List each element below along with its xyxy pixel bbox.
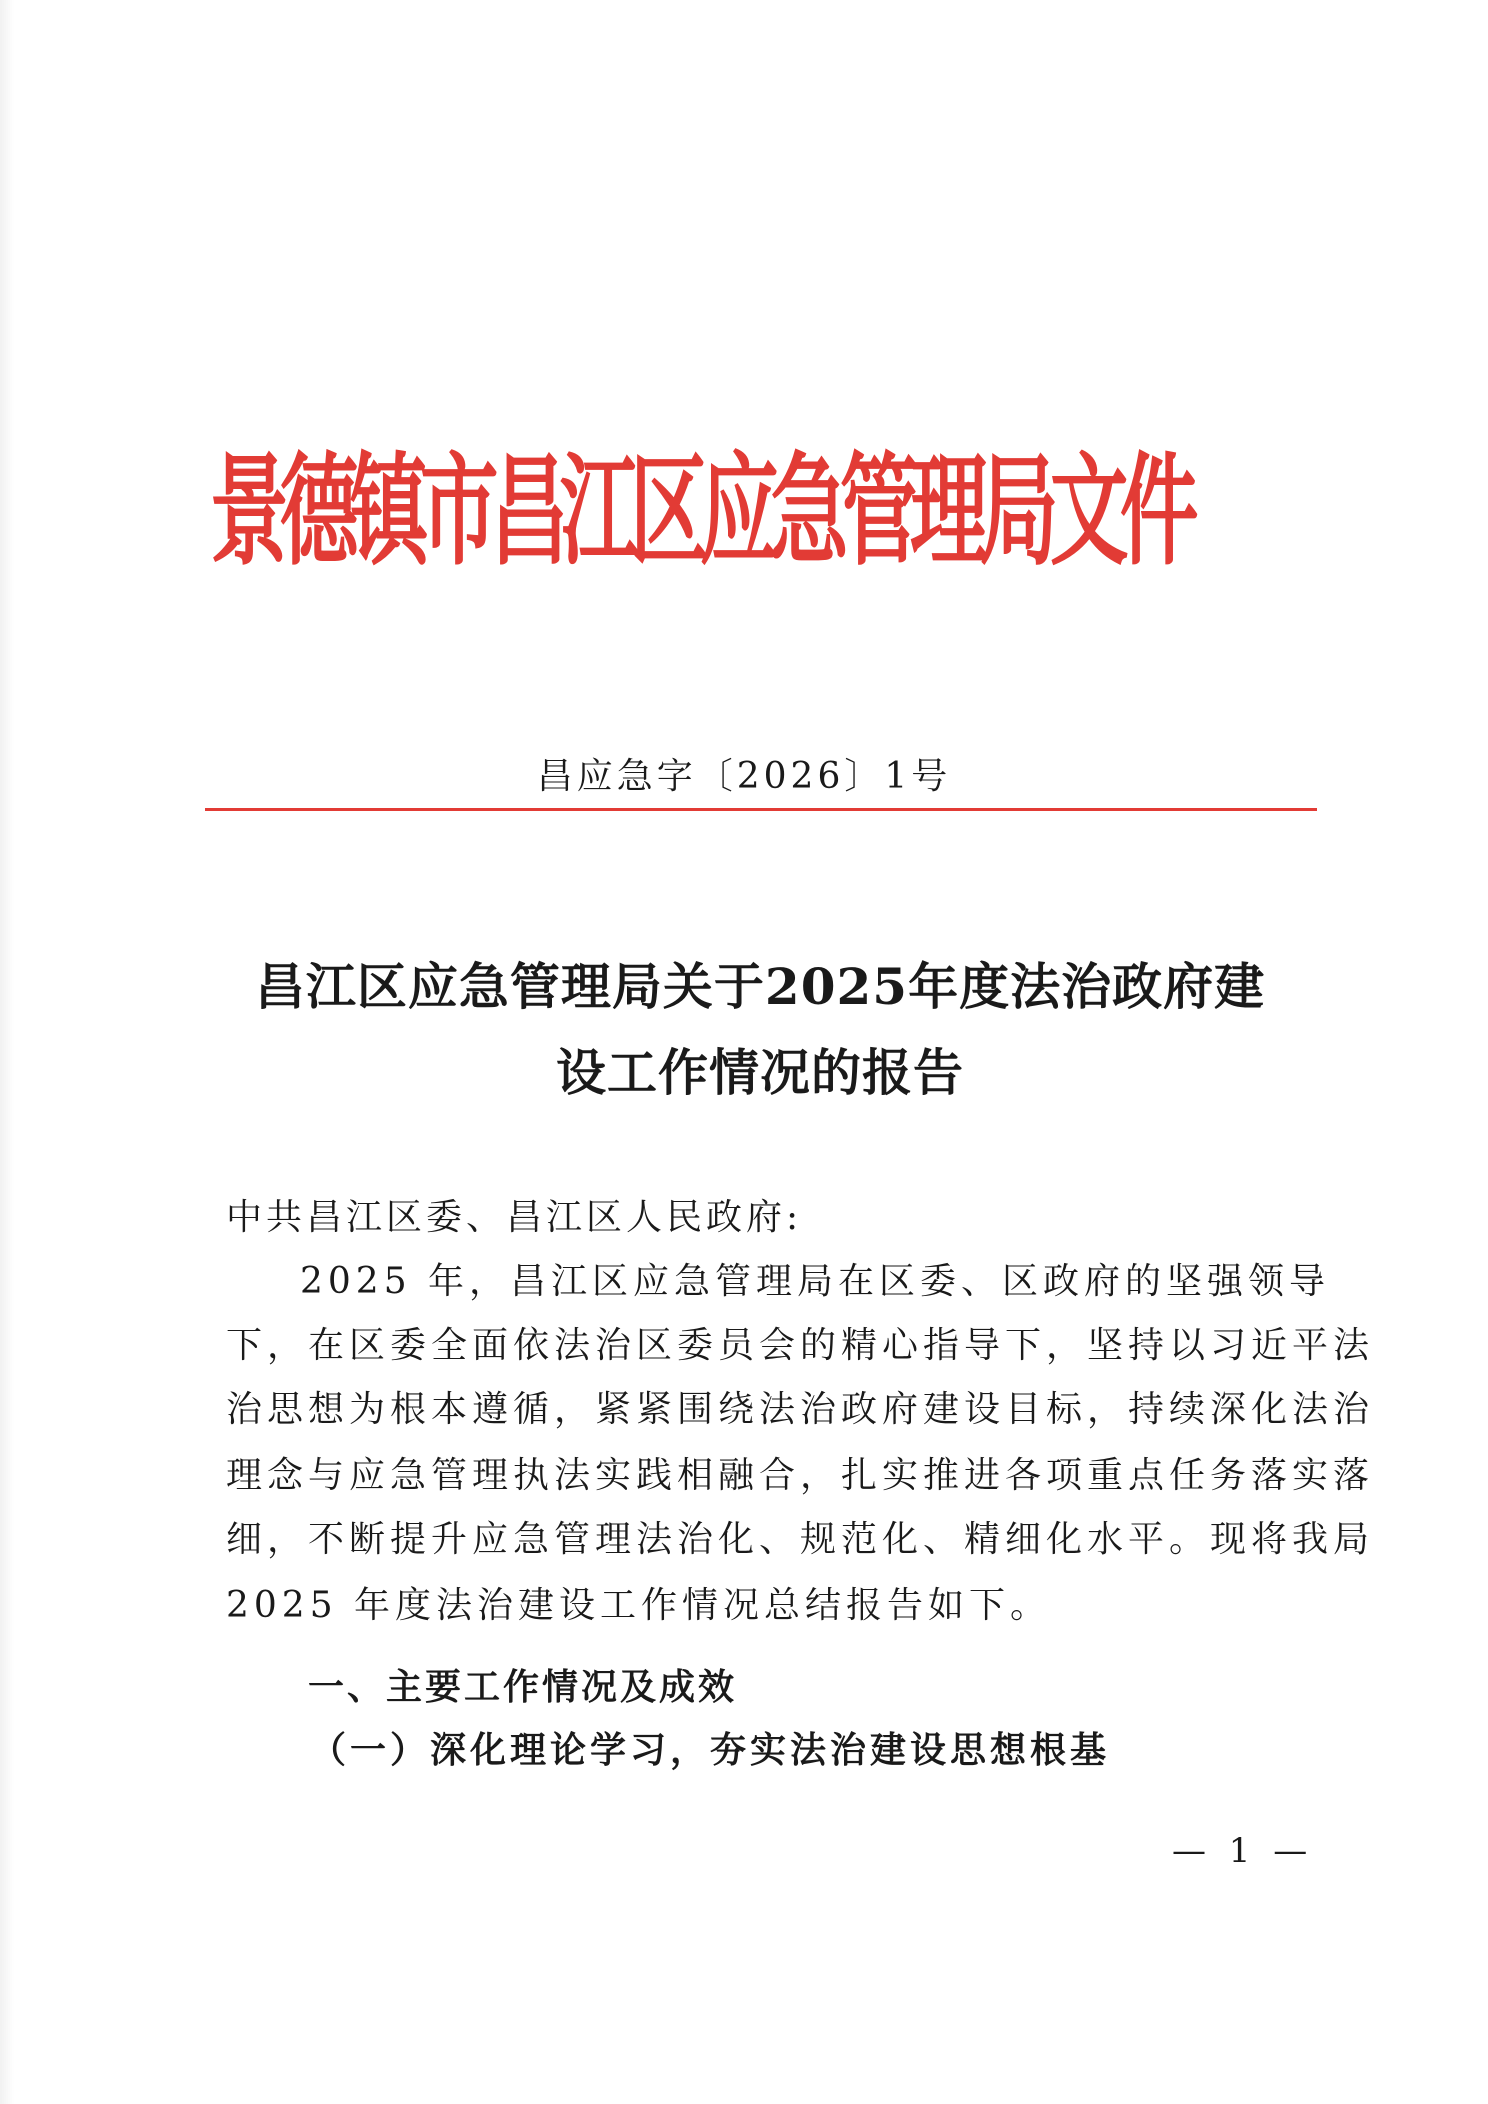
red-divider-line: [205, 808, 1317, 811]
report-title-line-1: 昌江区应急管理局关于2025年度法治政府建: [254, 957, 1266, 1016]
salutation: 中共昌江区委、昌江区人民政府:: [226, 1197, 803, 1238]
paragraph-line: 理念与应急管理执法实践相融合，扎实推进各项重点任务落实落: [226, 1455, 1375, 1496]
subsection-heading-1: （一）深化理论学习，夯实法治建设思想根基: [310, 1729, 1111, 1771]
paragraph-line: 2025 年度法治建设工作情况总结报告如下。: [226, 1585, 1052, 1626]
paragraph-line: 治思想为根本遵循，紧紧围绕法治政府建设目标，持续深化法治: [226, 1389, 1375, 1430]
scan-edge: [0, 0, 14, 2104]
issuer-header-title: 景德镇市昌江区应急管理局文件: [210, 441, 1190, 583]
page-number: — 1 —: [1172, 1831, 1314, 1871]
paragraph-line: 2025 年，昌江区应急管理局在区委、区政府的坚强领导: [300, 1261, 1331, 1302]
report-title-line-2: 设工作情况的报告: [556, 1043, 964, 1102]
section-heading-1: 一、主要工作情况及成效: [308, 1667, 738, 1708]
paragraph-line: 下，在区委全面依法治区委员会的精心指导下，坚持以习近平法: [226, 1325, 1375, 1366]
paragraph-line: 细，不断提升应急管理法治化、规范化、精细化水平。现将我局: [226, 1519, 1375, 1560]
document-number: 昌应急字〔2026〕1号: [536, 756, 952, 797]
